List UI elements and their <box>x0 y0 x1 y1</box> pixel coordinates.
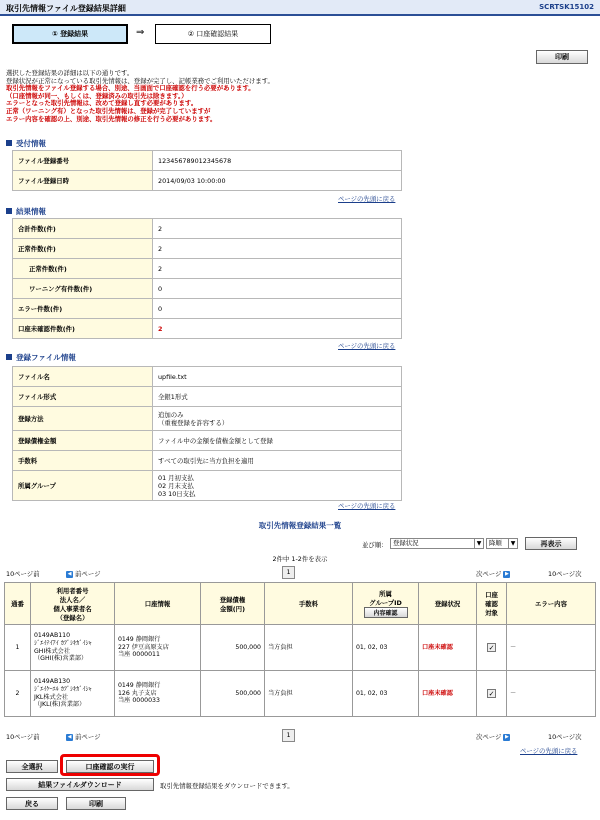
column-header: 口座 確認 対象 <box>477 583 507 625</box>
group-id: 01, 02, 03 <box>353 625 419 671</box>
order-select[interactable] <box>486 538 518 549</box>
sort-label: 並び順： <box>362 541 388 549</box>
page-top-link[interactable]: ページの先頭に戻る <box>338 502 396 510</box>
chevron-down-icon: ▼ <box>508 539 517 548</box>
result-table <box>12 218 402 339</box>
column-header: 登録状況 <box>419 583 477 625</box>
chevron-down-icon: ▼ <box>474 539 483 548</box>
partner-name: 0149AB110 ｼﾞｴｲﾃｲｱｲ ｶﾌﾞｼｷｶﾞｲｼｬ GHI株式会社 （GHI(株)営業部） <box>31 625 115 671</box>
error-content: － <box>507 671 596 717</box>
result-key: 正常件数(件) <box>13 239 153 259</box>
warning-line: 正常（ワーニング有）となった取引先情報は、登録が完了していますが <box>6 106 211 115</box>
prev-10-pages: 10ページ前 <box>6 570 40 578</box>
file-name: upfile.txt <box>153 367 402 387</box>
status: 口座未確認 <box>419 671 477 717</box>
group-column-header <box>353 583 419 625</box>
column-header: 手数料 <box>265 583 353 625</box>
column-header: 口座情報 <box>115 583 201 625</box>
download-description: 取引先情報登録結果をダウンロードできます。 <box>160 782 294 790</box>
next-page <box>476 569 510 578</box>
registration-method: 追加のみ （重複登録を許容する） <box>153 407 402 431</box>
column-header: 利用者番号 法人名／ 個人事業者名 （登録名） <box>31 583 115 625</box>
error-content: － <box>507 625 596 671</box>
account-check-checkbox[interactable]: ✓ <box>488 643 495 652</box>
reception-table <box>12 150 402 191</box>
reception-section-title: 受付情報 <box>6 138 46 149</box>
step-account-check-result: ② 口座確認結果 <box>155 24 271 44</box>
select-all-button[interactable]: 全選択 <box>6 760 58 773</box>
file-table <box>12 366 402 501</box>
sort-value: 登録状況 <box>393 539 419 547</box>
file-key: ファイル名 <box>13 367 153 387</box>
prev-page <box>66 732 100 741</box>
next-page-label: 次ページ <box>476 570 502 578</box>
prev-page <box>66 569 100 578</box>
page-top-link[interactable]: ページの先頭に戻る <box>338 342 396 350</box>
group-detail-button[interactable]: 内容確認 <box>364 607 408 618</box>
account-check-checkbox[interactable]: ✓ <box>488 689 495 698</box>
column-header: 通番 <box>5 583 31 625</box>
arrow-left-icon: ◀ <box>67 570 72 577</box>
next-10-pages: 10ページ次 <box>548 570 582 578</box>
page-number[interactable]: 1 <box>282 566 295 579</box>
column-header: 登録債権 金額(円) <box>201 583 265 625</box>
note-line: 登録状況が正常になっている取引先情報は、登録が完了し、記帳業務でご利用いただけます。 <box>6 76 274 85</box>
next-page <box>476 732 510 741</box>
warning-line: （口座情報が同一、もしくは、登録済みの取引先は除きます。） <box>6 91 188 100</box>
page-title: 取引先情報ファイル登録結果詳細 <box>6 4 126 13</box>
next-10-pages: 10ページ次 <box>548 733 582 741</box>
result-key: ワーニング有件数(件) <box>13 279 153 299</box>
print-button-top[interactable]: 印刷 <box>536 50 588 64</box>
next-page-label: 次ページ <box>476 733 502 741</box>
list-title: 取引先情報登録結果一覧 <box>258 521 342 530</box>
result-key: 正常件数(件) <box>13 259 153 279</box>
arrow-right-icon: ▶ <box>505 733 509 740</box>
arrow-left-icon: ◀ <box>67 733 72 740</box>
result-key: 口座未確認件数(件) <box>13 319 153 339</box>
title-bar <box>0 0 600 16</box>
arrow-right-icon: ▶ <box>505 570 509 577</box>
prev-page-label: 前ページ <box>75 733 101 741</box>
column-header: エラー内容 <box>507 583 596 625</box>
reception-key: ファイル登録番号 <box>13 151 153 171</box>
execute-account-check-button[interactable]: 口座確認の実行 <box>66 760 154 773</box>
file-key: 所属グループ <box>13 471 153 501</box>
page-top-link[interactable]: ページの先頭に戻る <box>520 747 578 755</box>
result-list-table <box>4 582 596 717</box>
row-number: 1 <box>5 625 31 671</box>
amount: 500,000 <box>201 671 265 717</box>
print-button-bottom[interactable]: 印刷 <box>66 797 126 810</box>
file-key: 登録債権金額 <box>13 431 153 451</box>
warning-line: エラー内容を確認の上、別途、取引先情報の修正を行う必要があります。 <box>6 114 217 123</box>
sort-select[interactable] <box>390 538 484 549</box>
prev-page-label: 前ページ <box>75 570 101 578</box>
screen-id: SCRTSK15102 <box>539 3 594 11</box>
redisplay-button[interactable]: 再表示 <box>525 537 577 550</box>
account-info: 0149 静岡銀行 126 丸子支店 当座 0000033 <box>115 671 201 717</box>
registration-amount: ファイル中の金額を債権金額として登録 <box>153 431 402 451</box>
result-section-title: 結果情報 <box>6 206 46 217</box>
normal-sub-count: 2 <box>153 259 402 279</box>
page-top-link[interactable]: ページの先頭に戻る <box>338 195 396 203</box>
result-key: 合計件数(件) <box>13 219 153 239</box>
file-registration-number: 123456789012345678 <box>153 151 402 171</box>
step-registration-result: ① 登録結果 <box>12 24 128 44</box>
order-value: 降順 <box>489 539 502 547</box>
instruction-notes <box>6 70 466 123</box>
file-registration-datetime: 2014/09/03 10:00:00 <box>153 171 402 191</box>
group-id: 01, 02, 03 <box>353 671 419 717</box>
fee: 当方負担 <box>265 625 353 671</box>
warning-line: 取引先情報をファイル登録する場合、別途、当画面で口座確認を行う必要があります。 <box>6 84 255 93</box>
row-number: 2 <box>5 671 31 717</box>
partner-name: 0149AB130 ｼﾞｴｲｹｰｴﾙ ｶﾌﾞｼｷｶﾞｲｼｬ JKL株式会社 （JKL(株)営業部） <box>31 671 115 717</box>
back-button[interactable]: 戻る <box>6 797 58 810</box>
amount: 500,000 <box>201 625 265 671</box>
reception-key: ファイル登録日時 <box>13 171 153 191</box>
warning-line: エラーとなった取引先情報は、改めて登録し直す必要があります。 <box>6 99 198 108</box>
result-key: エラー件数(件) <box>13 299 153 319</box>
normal-count: 2 <box>153 239 402 259</box>
download-result-file-button[interactable]: 結果ファイルダウンロード <box>6 778 154 791</box>
file-format: 全銀1形式 <box>153 387 402 407</box>
table-row <box>5 625 596 671</box>
fee: すべての取引先に当方負担を適用 <box>153 451 402 471</box>
step-arrow-icon: ⇒ <box>136 27 145 38</box>
group: 01 月初支払 02 月末支払 03 10日支払 <box>153 471 402 501</box>
column-header-label: 所属 グループID <box>369 590 402 607</box>
result-count: 2件中 1-2件を表示 <box>272 555 328 563</box>
error-count: 0 <box>153 299 402 319</box>
total-count: 2 <box>153 219 402 239</box>
file-section-title: 登録ファイル情報 <box>6 352 76 363</box>
prev-10-pages: 10ページ前 <box>6 733 40 741</box>
file-key: 登録方法 <box>13 407 153 431</box>
status: 口座未確認 <box>419 625 477 671</box>
file-key: ファイル形式 <box>13 387 153 407</box>
file-key: 手数料 <box>13 451 153 471</box>
note-line: 選択した登録結果の詳細は以下の通りです。 <box>6 69 134 77</box>
unconfirmed-count: 2 <box>153 319 402 339</box>
table-row <box>5 671 596 717</box>
fee: 当方負担 <box>265 671 353 717</box>
account-info: 0149 静岡銀行 227 伊豆高原支店 当座 0000011 <box>115 625 201 671</box>
page-number[interactable]: 1 <box>282 729 295 742</box>
warning-count: 0 <box>153 279 402 299</box>
